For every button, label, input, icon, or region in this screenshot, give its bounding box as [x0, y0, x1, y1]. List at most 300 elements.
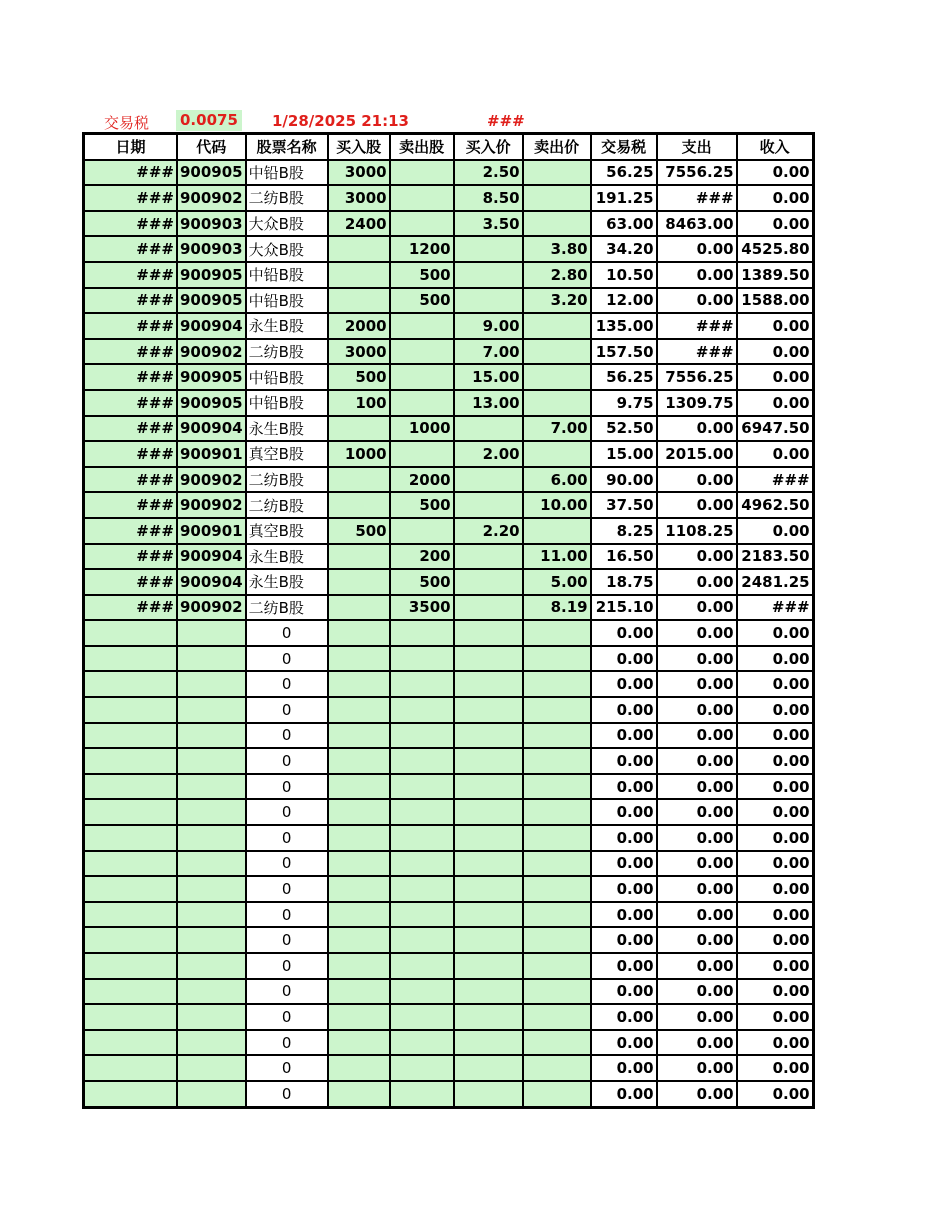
buy-price-cell[interactable]	[454, 492, 523, 518]
date-cell[interactable]	[84, 774, 177, 800]
buy-price-cell[interactable]	[454, 927, 523, 953]
code-cell[interactable]	[177, 799, 246, 825]
expense-cell[interactable]: 0.00	[657, 569, 737, 595]
income-cell[interactable]: 0.00	[737, 211, 813, 237]
code-cell[interactable]	[177, 1004, 246, 1030]
buy-price-cell[interactable]	[454, 1055, 523, 1081]
buy-qty-cell[interactable]	[328, 799, 390, 825]
expense-cell[interactable]: 0.00	[657, 723, 737, 749]
expense-cell[interactable]: 0.00	[657, 262, 737, 288]
header-income[interactable]: 收入	[737, 134, 813, 160]
sell-qty-cell[interactable]	[390, 671, 454, 697]
tax-cell[interactable]: 0.00	[591, 646, 657, 672]
code-cell[interactable]: 900905	[177, 288, 246, 314]
stock-name-cell[interactable]: 0	[246, 646, 328, 672]
sell-qty-cell[interactable]	[390, 364, 454, 390]
sell-qty-cell[interactable]	[390, 185, 454, 211]
stock-name-cell[interactable]: 二纺B股	[246, 339, 328, 365]
expense-cell[interactable]: 0.00	[657, 467, 737, 493]
sell-qty-cell[interactable]	[390, 953, 454, 979]
datetime-cell[interactable]: 1/28/2025 21:13	[272, 112, 409, 130]
income-cell[interactable]: 0.00	[737, 339, 813, 365]
buy-qty-cell[interactable]	[328, 953, 390, 979]
buy-price-cell[interactable]: 13.00	[454, 390, 523, 416]
income-cell[interactable]: 0.00	[737, 313, 813, 339]
sell-qty-cell[interactable]	[390, 902, 454, 928]
sell-price-cell[interactable]: 8.19	[523, 595, 591, 621]
code-cell[interactable]	[177, 620, 246, 646]
tax-cell[interactable]: 34.20	[591, 236, 657, 262]
stock-name-cell[interactable]: 永生B股	[246, 416, 328, 442]
sell-price-cell[interactable]: 5.00	[523, 569, 591, 595]
sell-price-cell[interactable]: 6.00	[523, 467, 591, 493]
sell-price-cell[interactable]	[523, 774, 591, 800]
tax-cell[interactable]: 0.00	[591, 697, 657, 723]
date-cell[interactable]: ###	[84, 441, 177, 467]
tax-cell[interactable]: 0.00	[591, 825, 657, 851]
stock-name-cell[interactable]: 二纺B股	[246, 492, 328, 518]
income-cell[interactable]: 6947.50	[737, 416, 813, 442]
income-cell[interactable]: 0.00	[737, 774, 813, 800]
expense-cell[interactable]: 0.00	[657, 902, 737, 928]
expense-cell[interactable]: 0.00	[657, 799, 737, 825]
buy-qty-cell[interactable]	[328, 1030, 390, 1056]
stock-name-cell[interactable]: 二纺B股	[246, 185, 328, 211]
code-cell[interactable]	[177, 723, 246, 749]
sell-price-cell[interactable]	[523, 927, 591, 953]
sell-qty-cell[interactable]: 500	[390, 288, 454, 314]
date-cell[interactable]	[84, 799, 177, 825]
tax-cell[interactable]: 0.00	[591, 1030, 657, 1056]
expense-cell[interactable]: 1108.25	[657, 518, 737, 544]
expense-cell[interactable]: 0.00	[657, 544, 737, 570]
date-cell[interactable]: ###	[84, 262, 177, 288]
sell-price-cell[interactable]	[523, 902, 591, 928]
buy-qty-cell[interactable]: 500	[328, 364, 390, 390]
buy-price-cell[interactable]: 2.20	[454, 518, 523, 544]
date-cell[interactable]: ###	[84, 416, 177, 442]
expense-cell[interactable]: 0.00	[657, 620, 737, 646]
expense-cell[interactable]: ###	[657, 339, 737, 365]
buy-price-cell[interactable]	[454, 262, 523, 288]
stock-name-cell[interactable]: 0	[246, 1055, 328, 1081]
buy-qty-cell[interactable]	[328, 544, 390, 570]
tax-cell[interactable]: 0.00	[591, 953, 657, 979]
sell-price-cell[interactable]	[523, 441, 591, 467]
date-cell[interactable]	[84, 1030, 177, 1056]
code-cell[interactable]: 900901	[177, 518, 246, 544]
sell-price-cell[interactable]: 10.00	[523, 492, 591, 518]
buy-qty-cell[interactable]	[328, 569, 390, 595]
code-cell[interactable]: 900904	[177, 313, 246, 339]
expense-cell[interactable]: 1309.75	[657, 390, 737, 416]
code-cell[interactable]: 900903	[177, 211, 246, 237]
buy-price-cell[interactable]: 7.00	[454, 339, 523, 365]
stock-name-cell[interactable]: 中铅B股	[246, 364, 328, 390]
sell-qty-cell[interactable]	[390, 441, 454, 467]
code-cell[interactable]	[177, 697, 246, 723]
tax-cell[interactable]: 215.10	[591, 595, 657, 621]
stock-name-cell[interactable]: 0	[246, 774, 328, 800]
buy-qty-cell[interactable]	[328, 288, 390, 314]
income-cell[interactable]: 0.00	[737, 825, 813, 851]
tax-cell[interactable]: 10.50	[591, 262, 657, 288]
overflow-cell[interactable]: ###	[487, 112, 525, 130]
sell-price-cell[interactable]: 2.80	[523, 262, 591, 288]
code-cell[interactable]: 900902	[177, 339, 246, 365]
tax-cell[interactable]: 0.00	[591, 1004, 657, 1030]
expense-cell[interactable]: 0.00	[657, 595, 737, 621]
stock-name-cell[interactable]: 0	[246, 697, 328, 723]
date-cell[interactable]	[84, 646, 177, 672]
buy-qty-cell[interactable]	[328, 1004, 390, 1030]
code-cell[interactable]: 900905	[177, 262, 246, 288]
sell-price-cell[interactable]	[523, 1030, 591, 1056]
income-cell[interactable]: ###	[737, 595, 813, 621]
buy-qty-cell[interactable]: 3000	[328, 160, 390, 186]
tax-cell[interactable]: 0.00	[591, 723, 657, 749]
sell-qty-cell[interactable]	[390, 1004, 454, 1030]
tax-cell[interactable]: 16.50	[591, 544, 657, 570]
sell-qty-cell[interactable]	[390, 774, 454, 800]
buy-price-cell[interactable]: 15.00	[454, 364, 523, 390]
sell-price-cell[interactable]: 7.00	[523, 416, 591, 442]
date-cell[interactable]: ###	[84, 313, 177, 339]
sell-qty-cell[interactable]	[390, 160, 454, 186]
date-cell[interactable]: ###	[84, 185, 177, 211]
stock-name-cell[interactable]: 真空B股	[246, 441, 328, 467]
expense-cell[interactable]: 7556.25	[657, 364, 737, 390]
buy-price-cell[interactable]	[454, 748, 523, 774]
code-cell[interactable]: 900905	[177, 390, 246, 416]
sell-price-cell[interactable]	[523, 313, 591, 339]
sell-qty-cell[interactable]	[390, 979, 454, 1005]
buy-price-cell[interactable]	[454, 851, 523, 877]
date-cell[interactable]: ###	[84, 211, 177, 237]
header-expense[interactable]: 支出	[657, 134, 737, 160]
expense-cell[interactable]: 0.00	[657, 1055, 737, 1081]
income-cell[interactable]: 0.00	[737, 671, 813, 697]
tax-cell[interactable]: 0.00	[591, 748, 657, 774]
stock-name-cell[interactable]: 0	[246, 799, 328, 825]
expense-cell[interactable]: 0.00	[657, 646, 737, 672]
date-cell[interactable]	[84, 697, 177, 723]
date-cell[interactable]: ###	[84, 160, 177, 186]
date-cell[interactable]	[84, 620, 177, 646]
income-cell[interactable]: 1588.00	[737, 288, 813, 314]
code-cell[interactable]	[177, 671, 246, 697]
buy-qty-cell[interactable]	[328, 697, 390, 723]
date-cell[interactable]	[84, 825, 177, 851]
stock-name-cell[interactable]: 真空B股	[246, 518, 328, 544]
sell-qty-cell[interactable]	[390, 748, 454, 774]
stock-name-cell[interactable]: 永生B股	[246, 544, 328, 570]
buy-price-cell[interactable]: 2.50	[454, 160, 523, 186]
stock-name-cell[interactable]: 0	[246, 620, 328, 646]
buy-price-cell[interactable]	[454, 979, 523, 1005]
date-cell[interactable]	[84, 723, 177, 749]
buy-qty-cell[interactable]: 500	[328, 518, 390, 544]
code-cell[interactable]: 900905	[177, 364, 246, 390]
stock-name-cell[interactable]: 永生B股	[246, 569, 328, 595]
header-tax[interactable]: 交易税	[591, 134, 657, 160]
header-buy-qty[interactable]: 买入股	[328, 134, 390, 160]
income-cell[interactable]: 0.00	[737, 185, 813, 211]
tax-cell[interactable]: 9.75	[591, 390, 657, 416]
stock-name-cell[interactable]: 0	[246, 671, 328, 697]
header-sell-qty[interactable]: 卖出股	[390, 134, 454, 160]
sell-price-cell[interactable]	[523, 646, 591, 672]
income-cell[interactable]: 0.00	[737, 876, 813, 902]
buy-price-cell[interactable]	[454, 1030, 523, 1056]
tax-cell[interactable]: 0.00	[591, 876, 657, 902]
stock-name-cell[interactable]: 0	[246, 1030, 328, 1056]
income-cell[interactable]: 2183.50	[737, 544, 813, 570]
income-cell[interactable]: 0.00	[737, 1055, 813, 1081]
buy-price-cell[interactable]	[454, 723, 523, 749]
tax-cell[interactable]: 52.50	[591, 416, 657, 442]
header-name[interactable]: 股票名称	[246, 134, 328, 160]
stock-name-cell[interactable]: 中铅B股	[246, 262, 328, 288]
code-cell[interactable]: 900902	[177, 467, 246, 493]
expense-cell[interactable]: 0.00	[657, 697, 737, 723]
code-cell[interactable]	[177, 851, 246, 877]
buy-price-cell[interactable]	[454, 544, 523, 570]
stock-name-cell[interactable]: 大众B股	[246, 236, 328, 262]
date-cell[interactable]: ###	[84, 544, 177, 570]
buy-qty-cell[interactable]	[328, 876, 390, 902]
buy-price-cell[interactable]	[454, 902, 523, 928]
expense-cell[interactable]: 0.00	[657, 953, 737, 979]
sell-qty-cell[interactable]	[390, 1030, 454, 1056]
sell-qty-cell[interactable]	[390, 927, 454, 953]
stock-name-cell[interactable]: 0	[246, 902, 328, 928]
buy-price-cell[interactable]	[454, 825, 523, 851]
buy-qty-cell[interactable]	[328, 671, 390, 697]
income-cell[interactable]: 0.00	[737, 1004, 813, 1030]
sell-price-cell[interactable]	[523, 723, 591, 749]
buy-price-cell[interactable]	[454, 620, 523, 646]
buy-price-cell[interactable]	[454, 876, 523, 902]
sell-price-cell[interactable]	[523, 185, 591, 211]
code-cell[interactable]: 900902	[177, 185, 246, 211]
buy-price-cell[interactable]: 9.00	[454, 313, 523, 339]
code-cell[interactable]	[177, 1081, 246, 1107]
tax-cell[interactable]: 18.75	[591, 569, 657, 595]
sell-price-cell[interactable]	[523, 953, 591, 979]
income-cell[interactable]: 0.00	[737, 927, 813, 953]
expense-cell[interactable]: 0.00	[657, 1004, 737, 1030]
code-cell[interactable]: 900904	[177, 569, 246, 595]
income-cell[interactable]: 0.00	[737, 902, 813, 928]
tax-cell[interactable]: 191.25	[591, 185, 657, 211]
sell-price-cell[interactable]	[523, 390, 591, 416]
date-cell[interactable]	[84, 927, 177, 953]
sell-qty-cell[interactable]	[390, 825, 454, 851]
sell-price-cell[interactable]	[523, 979, 591, 1005]
code-cell[interactable]: 900904	[177, 544, 246, 570]
stock-name-cell[interactable]: 永生B股	[246, 313, 328, 339]
tax-cell[interactable]: 157.50	[591, 339, 657, 365]
buy-price-cell[interactable]	[454, 288, 523, 314]
income-cell[interactable]: 4962.50	[737, 492, 813, 518]
expense-cell[interactable]: 0.00	[657, 876, 737, 902]
sell-price-cell[interactable]	[523, 160, 591, 186]
expense-cell[interactable]: ###	[657, 313, 737, 339]
sell-qty-cell[interactable]	[390, 313, 454, 339]
header-date[interactable]: 日期	[84, 134, 177, 160]
code-cell[interactable]	[177, 953, 246, 979]
buy-qty-cell[interactable]: 1000	[328, 441, 390, 467]
sell-price-cell[interactable]	[523, 748, 591, 774]
buy-price-cell[interactable]	[454, 799, 523, 825]
income-cell[interactable]: 0.00	[737, 697, 813, 723]
income-cell[interactable]: 4525.80	[737, 236, 813, 262]
income-cell[interactable]: 0.00	[737, 518, 813, 544]
expense-cell[interactable]: 0.00	[657, 671, 737, 697]
date-cell[interactable]: ###	[84, 339, 177, 365]
expense-cell[interactable]: 0.00	[657, 748, 737, 774]
sell-price-cell[interactable]	[523, 518, 591, 544]
code-cell[interactable]: 900902	[177, 492, 246, 518]
income-cell[interactable]: 2481.25	[737, 569, 813, 595]
stock-name-cell[interactable]: 0	[246, 876, 328, 902]
stock-name-cell[interactable]: 二纺B股	[246, 595, 328, 621]
stock-name-cell[interactable]: 0	[246, 825, 328, 851]
sell-qty-cell[interactable]	[390, 390, 454, 416]
tax-cell[interactable]: 63.00	[591, 211, 657, 237]
sell-price-cell[interactable]: 11.00	[523, 544, 591, 570]
date-cell[interactable]: ###	[84, 390, 177, 416]
code-cell[interactable]	[177, 876, 246, 902]
code-cell[interactable]	[177, 1055, 246, 1081]
expense-cell[interactable]: 0.00	[657, 492, 737, 518]
code-cell[interactable]	[177, 1030, 246, 1056]
sell-price-cell[interactable]	[523, 1081, 591, 1107]
code-cell[interactable]	[177, 979, 246, 1005]
date-cell[interactable]: ###	[84, 492, 177, 518]
sell-price-cell[interactable]	[523, 697, 591, 723]
stock-name-cell[interactable]: 0	[246, 953, 328, 979]
date-cell[interactable]: ###	[84, 467, 177, 493]
sell-qty-cell[interactable]	[390, 518, 454, 544]
buy-qty-cell[interactable]	[328, 1055, 390, 1081]
sell-price-cell[interactable]	[523, 211, 591, 237]
tax-cell[interactable]: 0.00	[591, 1055, 657, 1081]
sell-qty-cell[interactable]: 2000	[390, 467, 454, 493]
tax-cell[interactable]: 135.00	[591, 313, 657, 339]
buy-price-cell[interactable]	[454, 1004, 523, 1030]
sell-qty-cell[interactable]: 200	[390, 544, 454, 570]
buy-price-cell[interactable]	[454, 774, 523, 800]
buy-qty-cell[interactable]: 2000	[328, 313, 390, 339]
buy-qty-cell[interactable]	[328, 1081, 390, 1107]
income-cell[interactable]: 0.00	[737, 441, 813, 467]
expense-cell[interactable]: 0.00	[657, 1081, 737, 1107]
buy-qty-cell[interactable]	[328, 723, 390, 749]
expense-cell[interactable]: 7556.25	[657, 160, 737, 186]
stock-name-cell[interactable]: 0	[246, 979, 328, 1005]
sell-qty-cell[interactable]	[390, 211, 454, 237]
tax-cell[interactable]: 0.00	[591, 979, 657, 1005]
header-code[interactable]: 代码	[177, 134, 246, 160]
tax-cell[interactable]: 37.50	[591, 492, 657, 518]
buy-price-cell[interactable]	[454, 569, 523, 595]
sell-qty-cell[interactable]	[390, 620, 454, 646]
stock-name-cell[interactable]: 大众B股	[246, 211, 328, 237]
sell-qty-cell[interactable]	[390, 876, 454, 902]
buy-qty-cell[interactable]	[328, 236, 390, 262]
code-cell[interactable]	[177, 774, 246, 800]
sell-price-cell[interactable]	[523, 876, 591, 902]
sell-qty-cell[interactable]	[390, 851, 454, 877]
sell-qty-cell[interactable]	[390, 646, 454, 672]
income-cell[interactable]: 0.00	[737, 1030, 813, 1056]
date-cell[interactable]: ###	[84, 364, 177, 390]
sell-qty-cell[interactable]	[390, 1055, 454, 1081]
sell-price-cell[interactable]	[523, 671, 591, 697]
buy-price-cell[interactable]	[454, 1081, 523, 1107]
tax-cell[interactable]: 0.00	[591, 851, 657, 877]
tax-cell[interactable]: 0.00	[591, 927, 657, 953]
date-cell[interactable]	[84, 979, 177, 1005]
sell-price-cell[interactable]	[523, 364, 591, 390]
sell-price-cell[interactable]	[523, 1055, 591, 1081]
sell-price-cell[interactable]	[523, 620, 591, 646]
sell-qty-cell[interactable]: 1000	[390, 416, 454, 442]
income-cell[interactable]: 0.00	[737, 979, 813, 1005]
date-cell[interactable]	[84, 902, 177, 928]
buy-qty-cell[interactable]	[328, 825, 390, 851]
buy-qty-cell[interactable]	[328, 851, 390, 877]
sell-price-cell[interactable]	[523, 339, 591, 365]
stock-name-cell[interactable]: 0	[246, 748, 328, 774]
buy-price-cell[interactable]	[454, 236, 523, 262]
date-cell[interactable]: ###	[84, 595, 177, 621]
header-buy-price[interactable]: 买入价	[454, 134, 523, 160]
expense-cell[interactable]: 0.00	[657, 416, 737, 442]
stock-name-cell[interactable]: 中铅B股	[246, 160, 328, 186]
code-cell[interactable]	[177, 927, 246, 953]
expense-cell[interactable]: 0.00	[657, 288, 737, 314]
code-cell[interactable]	[177, 646, 246, 672]
date-cell[interactable]: ###	[84, 569, 177, 595]
code-cell[interactable]	[177, 748, 246, 774]
header-sell-price[interactable]: 卖出价	[523, 134, 591, 160]
expense-cell[interactable]: 0.00	[657, 825, 737, 851]
income-cell[interactable]: 0.00	[737, 620, 813, 646]
code-cell[interactable]	[177, 825, 246, 851]
buy-qty-cell[interactable]	[328, 492, 390, 518]
sell-price-cell[interactable]: 3.80	[523, 236, 591, 262]
buy-price-cell[interactable]: 3.50	[454, 211, 523, 237]
buy-qty-cell[interactable]	[328, 467, 390, 493]
tax-cell[interactable]: 15.00	[591, 441, 657, 467]
date-cell[interactable]	[84, 1055, 177, 1081]
stock-name-cell[interactable]: 0	[246, 1081, 328, 1107]
tax-cell[interactable]: 56.25	[591, 160, 657, 186]
sell-qty-cell[interactable]: 1200	[390, 236, 454, 262]
buy-qty-cell[interactable]	[328, 979, 390, 1005]
stock-name-cell[interactable]: 0	[246, 723, 328, 749]
sell-qty-cell[interactable]: 500	[390, 569, 454, 595]
buy-price-cell[interactable]	[454, 416, 523, 442]
buy-qty-cell[interactable]: 3000	[328, 339, 390, 365]
buy-price-cell[interactable]	[454, 671, 523, 697]
buy-qty-cell[interactable]	[328, 902, 390, 928]
expense-cell[interactable]: 0.00	[657, 851, 737, 877]
tax-cell[interactable]: 0.00	[591, 774, 657, 800]
